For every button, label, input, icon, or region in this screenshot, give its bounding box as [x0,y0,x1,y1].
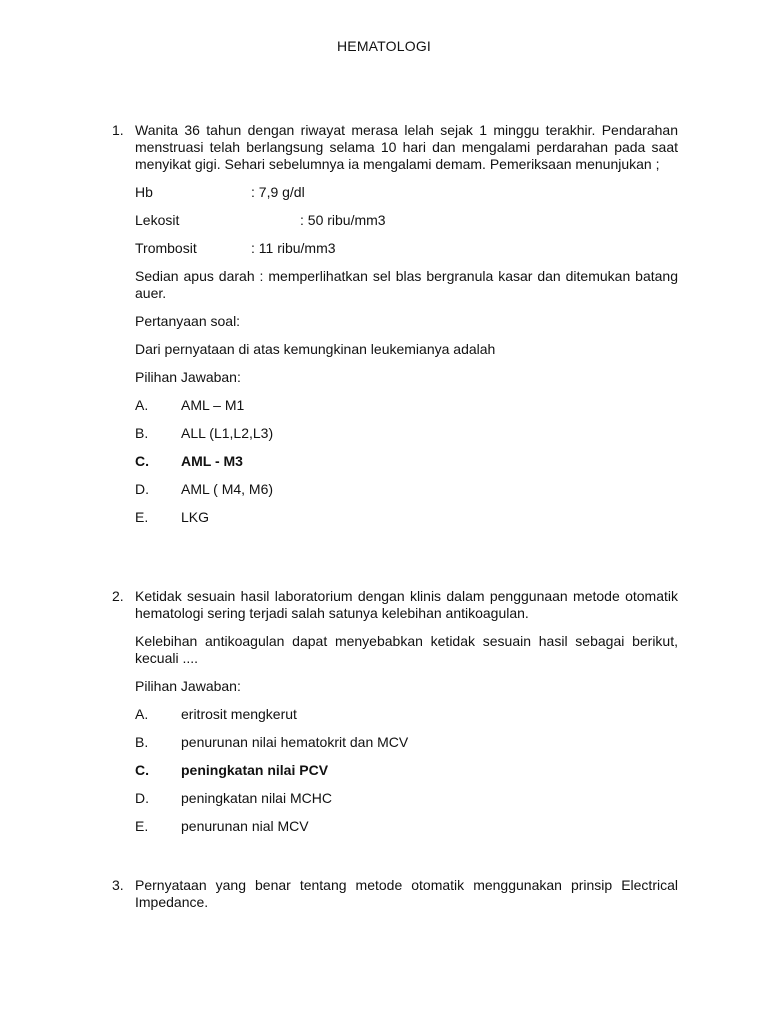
option-text: peningkatan nilai MCHC [181,790,332,806]
option-e [135,818,678,835]
option-text: eritrosit mengkerut [181,706,297,722]
option-text: AML ( M4, M6) [181,481,274,497]
option-c-correct [135,762,678,779]
option-c-correct [135,453,678,470]
option-text: AML - M3 [181,453,243,469]
option-letter: D. [135,790,149,806]
option-letter: C. [135,453,149,469]
option-text: peningkatan nilai PCV [181,762,329,778]
option-letter: B. [135,425,149,441]
question-body [135,588,678,835]
question-intro: Pernyataan yang benar tentang metode otomatik menggunakan prinsip Electrical Impedance. [135,877,678,910]
option-b [135,734,678,751]
option-text: ALL (L1,L2,L3) [181,425,274,441]
question-intro: Ketidak sesuain hasil laboratorium dengan klinis dalam penggunaan metode otomatik hematologi sering terjadi salah satunya kelebihan antikoagulan. [135,588,678,621]
question-number: 1. [112,122,124,138]
lab-row-lekosit [135,212,678,229]
option-letter: E. [135,509,149,525]
lab-label: Lekosit [135,212,180,228]
lab-row-trombosit [135,240,678,257]
option-letter: E. [135,818,149,834]
question-body [135,122,678,526]
lab-row-hb [135,184,678,201]
option-d [135,790,678,807]
question-number: 3. [112,877,124,893]
option-letter: A. [135,397,149,413]
option-text: AML – M1 [181,397,245,413]
question-number: 2. [112,588,124,604]
option-d [135,481,678,498]
choices-heading: Pilihan Jawaban: [135,369,241,385]
question-3 [112,877,678,922]
option-e [135,509,678,526]
question-intro: Wanita 36 tahun dengan riwayat merasa lelah sejak 1 minggu terakhir. Pendarahan menstruasi telah berlangsung selama 10 hari dan mengalami perdarahan pada saat menyikat gigi. Sehari sebelumnya ia mengalami demam. Pemeriksaan menunjukan ; [135,122,678,172]
question-heading: Pertanyaan soal: [135,313,241,329]
option-letter: B. [135,734,149,750]
option-a [135,706,678,723]
question-text: Dari pernyataan di atas kemungkinan leukemianya adalah [135,341,496,357]
lab-label: Hb [135,184,153,200]
page-title: HEMATOLOGI [336,38,432,54]
option-text: penurunan nial MCV [181,818,309,834]
option-a [135,397,678,414]
finding-text: Sedian apus darah : memperlihatkan sel blas bergranula kasar dan ditemukan batang auer. [135,268,678,301]
lab-value: : 50 ribu/mm3 [300,212,386,228]
choices-heading: Pilihan Jawaban: [135,678,241,694]
option-letter: A. [135,706,149,722]
option-text: LKG [181,509,210,525]
lab-label: Trombosit [135,240,197,256]
option-letter: D. [135,481,149,497]
lab-value: : 7,9 g/dl [251,184,305,200]
question-1 [112,122,678,537]
option-letter: C. [135,762,149,778]
option-b [135,425,678,442]
lab-value: : 11 ribu/mm3 [251,240,336,256]
option-text: penurunan nilai hematokrit dan MCV [181,734,409,750]
question-2 [112,588,678,846]
question-text: Kelebihan antikoagulan dapat menyebabkan ketidak sesuain hasil sebagai berikut, kecuali .... [135,633,678,666]
question-body [135,877,678,911]
